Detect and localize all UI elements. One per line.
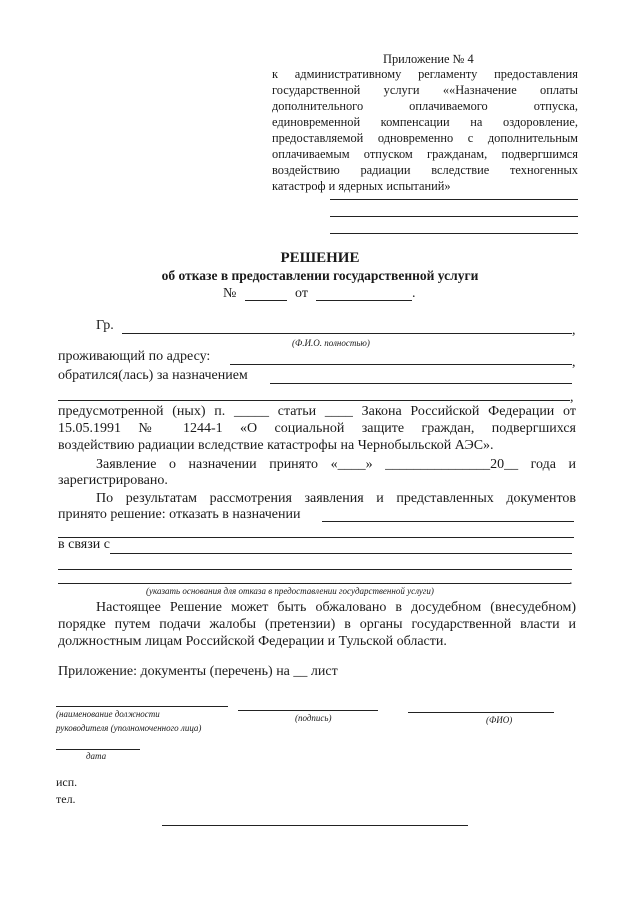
position-caption: (наименование должности [56,709,160,719]
appeal-line: Настоящее Решение может быть обжаловано в досудебном (внесудебном) [96,600,576,615]
appendix-line: предоставляемой одновременно с дополнительным [272,131,578,145]
signature-caption: (подпись) [295,713,332,723]
executor-label: исп. [56,775,78,789]
result-line: принято решение: отказать в назначении [58,507,301,522]
appendix-blank-line [330,233,578,234]
reason-caption: (указать основания для отказа в предоставлении государственной услуги) [146,586,434,596]
applied-field-continued[interactable] [58,400,570,401]
signature-field[interactable] [238,710,378,711]
appendix-line: катастроф и ядерных испытаний» [272,179,451,193]
law-text-line: предусмотренной (ных) п. _____ статьи ____ Закона Российской Федерации от [58,404,576,419]
citizen-label: Гр. [96,318,114,333]
appeal-line: порядке путем подачи жалобы (претензии) в органы государственной власти и [58,617,576,632]
bottom-separator [162,825,468,826]
appendix-line: государственной услуги ««Назначение оплаты [272,83,578,97]
signer-fio-field[interactable] [408,712,554,713]
statement-line: Заявление о назначении принято «____» _______________20__ года и [96,457,576,472]
reason-field[interactable] [110,553,572,554]
citizen-comma: , [572,323,576,338]
position-field[interactable] [56,706,228,707]
statement-line: зарегистрировано. [58,473,168,488]
address-comma: , [572,355,576,370]
fio-caption: (Ф.И.О. полностью) [292,338,370,348]
appendix-line: воздействию радиации вследствие техногенных [272,163,578,177]
attachment-line: Приложение: документы (перечень) на __ лист [58,664,338,679]
appeal-line: должностным лицам Российской Федерации и Тульской области. [58,634,447,649]
appendix-blank-line [330,216,578,217]
reason-field-continued[interactable] [58,583,570,584]
reason-period: . [569,573,573,588]
date-field[interactable] [316,300,412,301]
address-label: проживающий по адресу: [58,349,211,364]
reason-label: в связи с [58,537,110,552]
applied-field[interactable] [270,383,572,384]
phone-label: тел. [56,792,76,806]
citizen-name-field[interactable] [122,333,572,334]
reason-field-continued[interactable] [58,569,572,570]
applied-label: обратился(лась) за назначением [58,368,248,383]
number-label: № [223,286,237,301]
number-field[interactable] [245,300,287,301]
appendix-line: единовременной компенсации на оздоровление, [272,115,578,129]
address-field[interactable] [230,364,572,365]
appendix-line: дополнительного оплачиваемого отпуска, [272,99,578,113]
appendix-blank-line [330,199,578,200]
law-text-line: воздействию радиации вследствие катастрофы на Чернобыльской АЭС». [58,438,494,453]
document-title: РЕШЕНИЕ [280,250,360,266]
date-caption: дата [86,751,107,761]
date-from-label: от [295,286,308,301]
appendix-line: оплачиваемым отпуском гражданам, подвергшимся [272,147,578,161]
refused-service-field-continued[interactable] [58,537,574,538]
position-caption: руководителя (уполномоченного лица) [56,723,202,733]
appendix-number: Приложение № 4 [383,52,474,66]
document-subtitle: об отказе в предоставлении государственной услуги [161,268,479,283]
appendix-line: к административному регламенту предоставления [272,67,578,81]
refused-service-field[interactable] [322,521,574,522]
law-text-line: 15.05.1991 № 1244-1 «О социальной защите граждан, подвергшихся [58,421,576,436]
date-sign-field[interactable] [56,749,140,750]
title-period: . [412,286,416,301]
applied-comma: , [570,390,574,405]
signer-fio-caption: (ФИО) [486,715,513,725]
result-line: По результатам рассмотрения заявления и представленных документов [96,491,576,506]
